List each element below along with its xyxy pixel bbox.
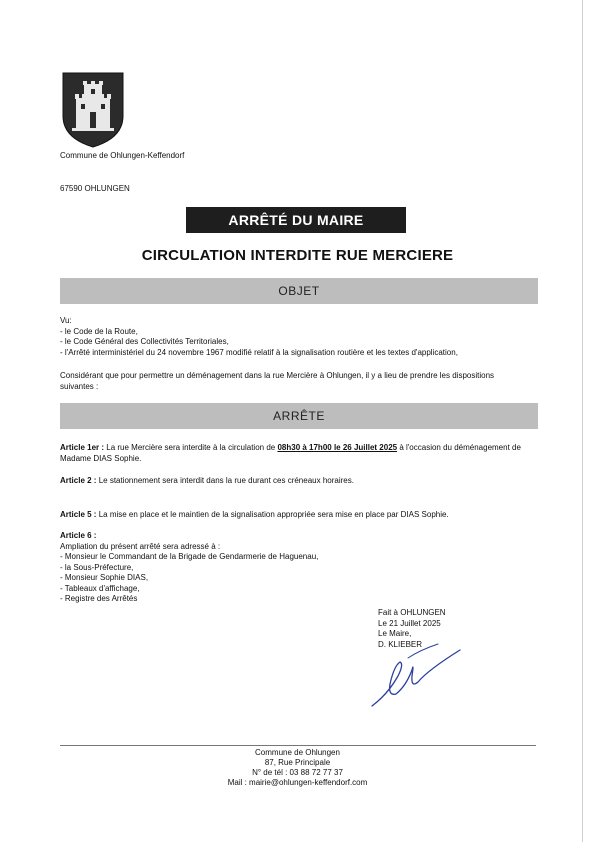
footer-divider [60,745,536,746]
footer-address: 87, Rue Principale [264,758,331,767]
recipient-tableaux: - Tableaux d'affichage, [60,583,140,593]
vu-item-code-route: - le Code de la Route, [60,326,138,336]
section-header-arrete: ARRÊTE [60,403,538,429]
article-6-intro: Ampliation du présent arrêté sera adressé à : [60,541,221,551]
section-header-objet: OBJET [60,278,538,304]
handwritten-signature-icon [368,636,464,712]
vu-label: Vu: [60,316,72,325]
signature-name: D. KLIEBER [378,639,423,649]
article-1-highlight: 08h30 à 17h00 le 26 Juillet 2025 [277,443,398,452]
footer-phone: N° de tél : 03 88 72 77 37 [252,768,343,777]
signature-role: Le Maire, [378,629,412,638]
signature-place: Fait à OHLUNGEN [378,608,446,617]
footer-commune: Commune de Ohlungen [255,748,340,757]
scan-edge [582,0,583,842]
vu-item-cgct: - le Code Général des Collectivités Territoriales, [60,337,229,346]
article-1 [60,443,530,464]
footer [0,748,595,788]
vu-item-arrete-1967: - l'Arrêté interministériel du 24 novembre 1967 modifié relatif à la signalisation routière et les textes d'application, [60,347,458,357]
considerant-paragraph: Considérant que pour permettre un déménagement dans la rue Mercière à Ohlungen, il y a lieu de prendre les dispositions suivantes : [60,371,495,391]
recipient-gendarmerie: - Monsieur le Commandant de la Brigade de Gendarmerie de Haguenau, [60,552,319,561]
postal-address: 67590 OHLUNGEN [60,184,130,193]
article-1-label: Article 1er : [60,443,105,452]
recipient-registre: - Registre des Arrêtés [60,594,138,603]
footer-email: Mail : mairie@ohlungen-keffendorf.com [227,778,368,787]
article-1-text-after: à l'occasion du déménagement de Madame DIAS Sophie. [60,443,521,463]
article-2 [60,476,530,487]
article-2-text: Le stationnement sera interdit dans la rue durant ces créneaux horaires. [96,476,354,485]
commune-name: Commune de Ohlungen-Keffendorf [60,151,185,160]
article-2-label: Article 2 : [60,476,97,485]
article-6 [60,531,530,605]
article-5-text: La mise en place et le maintien de la signalisation appropriée sera mise en place par DIAS Sophie. [96,510,449,519]
article-5 [60,510,530,521]
vu-block [60,316,540,358]
article-5-label: Article 5 : [60,510,97,519]
signature-date: Le 21 Juillet 2025 [378,618,441,628]
recipient-sous-prefecture: - la Sous-Préfecture, [60,562,134,572]
article-6-label: Article 6 : [60,531,97,540]
coat-of-arms-icon [62,72,124,148]
recipient-dias: - Monsieur Sophie DIAS, [60,573,149,582]
article-1-text-before: La rue Mercière sera interdite à la circulation de [104,443,278,452]
document-type-banner: ARRÊTÉ DU MAIRE [186,207,406,233]
document-title: CIRCULATION INTERDITE RUE MERCIERE [141,247,454,264]
